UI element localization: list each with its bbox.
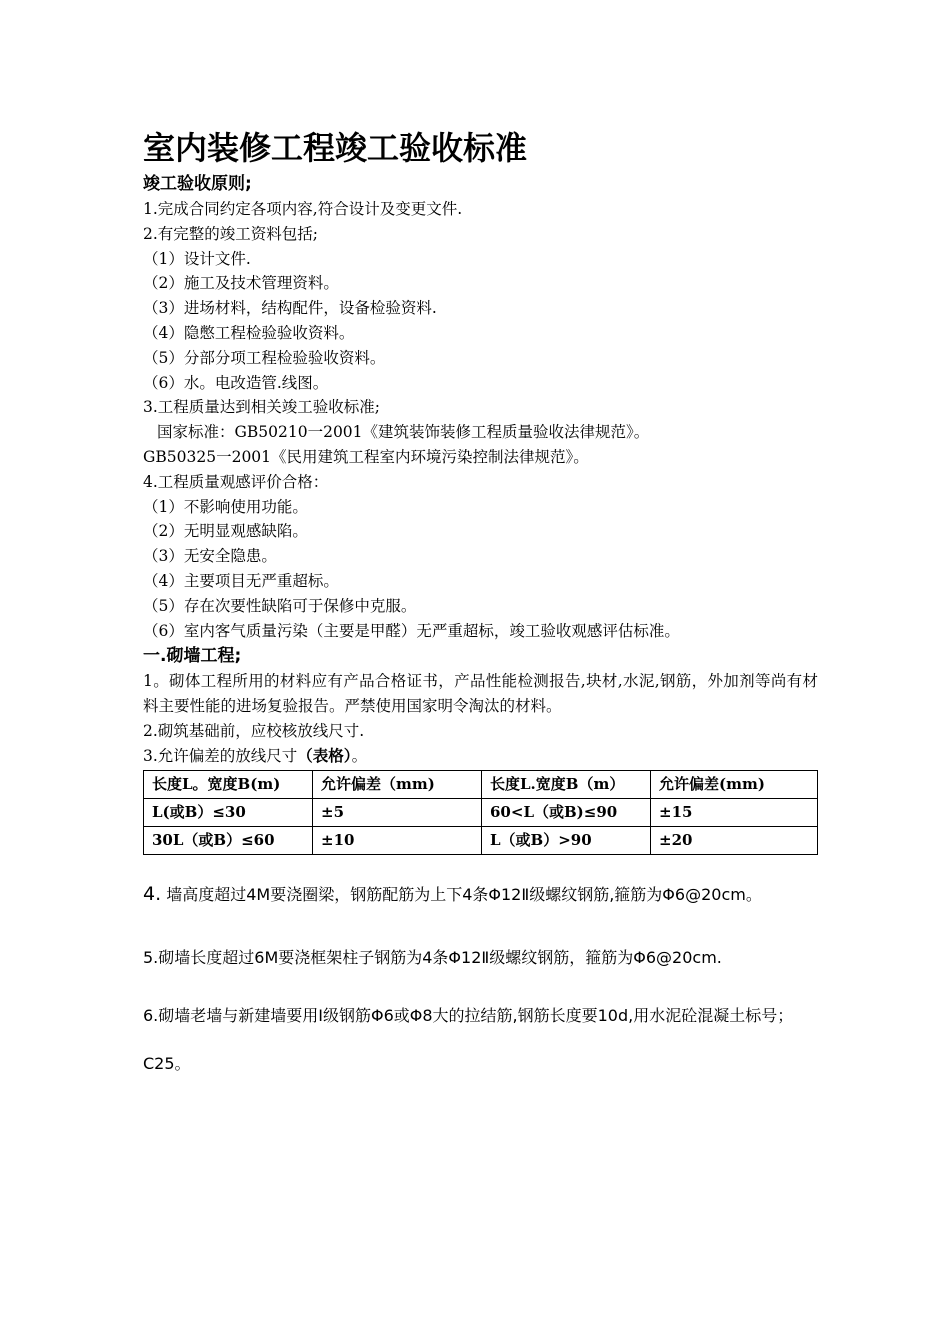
document-page [143,125,818,1104]
tolerance-table [143,770,818,855]
principle-line-3: （1）设计文件. [143,249,251,268]
principle-line-11: GB50325一2001《民用建筑工程室内环境污染控制法律规范》。 [143,447,589,466]
principle-line-10: 国家标准：GB50210一2001《建筑装饰装修工程质量验收法律规范》。 [157,423,650,442]
principle-line-16: （4）主要项目无严重超标。 [143,571,339,590]
table-cell: ±10 [313,826,482,854]
principle-line-8: （6）水。电改造管.线图。 [143,373,329,392]
table-cell: L（或B）>90 [482,826,651,854]
document-title: 室内装修工程竣工验收标准 [143,129,528,167]
section-heading-masonry: 一.砌墙工程; [143,646,242,667]
table-header-cell: 长度L。宽度B(m) [144,770,313,798]
masonry-paragraph-4-number: 4. [143,882,162,905]
principle-line-12: 4.工程质量观感评价合格： [143,472,329,491]
table-header-cell: 允许偏差(mm) [651,770,818,798]
principle-line-4: （2）施工及技术管理资料。 [143,274,339,293]
table-cell: ±20 [651,826,818,854]
table-header-cell: 允许偏差（mm) [313,770,482,798]
principle-line-1: 1.完成合同约定各项内容,符合设计及变更文件. [143,200,463,218]
principle-line-6: （4）隐憋工程检验验收资料。 [143,323,355,342]
table-header-row [144,770,818,798]
table-row [144,826,818,854]
principle-line-15: （3）无安全隐患。 [143,547,277,566]
masonry-paragraph-5: 5.砌墙长度超过6M要浇框架柱子钢筋为4条Φ12Ⅱ级螺纹钢筋，箍筋为Φ6@20cm. [143,947,722,967]
principle-line-18: （6）室内客气质量污染（主要是甲醛）无严重超标，竣工验收观感评估标准。 [143,621,680,640]
table-cell: 60<L（或B)≤90 [482,798,651,826]
masonry-paragraph-3-bold: （表格） [297,745,352,765]
masonry-paragraph-4 [143,865,818,924]
table-cell: ±15 [651,798,818,826]
principle-line-2: 2.有完整的竣工资料包括; [143,224,319,243]
principle-line-13: （1）不影响使用功能。 [143,497,308,516]
masonry-paragraph-2: 2.砌筑基础前，应校核放线尺寸. [143,721,365,740]
table-cell: 30L（或B）≤60 [144,826,313,854]
principle-line-17: （5）存在次要性缺陷可于保修中克服。 [143,596,417,615]
principle-line-5: （3）进场材料，结构配件，设备检验资料. [143,299,437,318]
table-row [144,798,818,826]
section-heading-principles: 竣工验收原则; [143,174,252,194]
masonry-paragraph-3-end: 。 [351,746,368,765]
principle-line-14: （2）无明显观感缺陷。 [143,522,308,541]
table-cell: L(或B）≤30 [144,798,313,826]
masonry-paragraph-4-text: 墙高度超过4M要浇圈梁，钢筋配筋为上下4条Φ12Ⅱ级螺纹钢筋,箍筋为Φ6@20cm。 [161,884,762,904]
masonry-paragraph-1: 1。砌体工程所用的材料应有产品合格证书，产品性能检测报告,块材,水泥,钢筋，外加剂等尚有材料主要性能的进场复验报告。严禁使用国家明令淘汰的材料。 [143,672,818,716]
masonry-paragraph-6: 6.砌墙老墙与新建墙要用Ⅰ级钢筋Φ6或Φ8大的拉结筋,钢筋长度要10d,用水泥砼混凝土标号；C25。 [143,1005,794,1073]
table-cell: ±5 [313,798,482,826]
masonry-paragraph-3 [143,744,818,769]
table-header-cell: 长度L.宽度B（m） [482,770,651,798]
masonry-paragraph-3-text: 3.允许偏差的放线尺寸 [143,746,298,765]
principle-line-9: 3.工程质量达到相关竣工验收标准; [143,398,381,417]
principle-line-7: （5）分部分项工程检验验收资料。 [143,348,386,367]
